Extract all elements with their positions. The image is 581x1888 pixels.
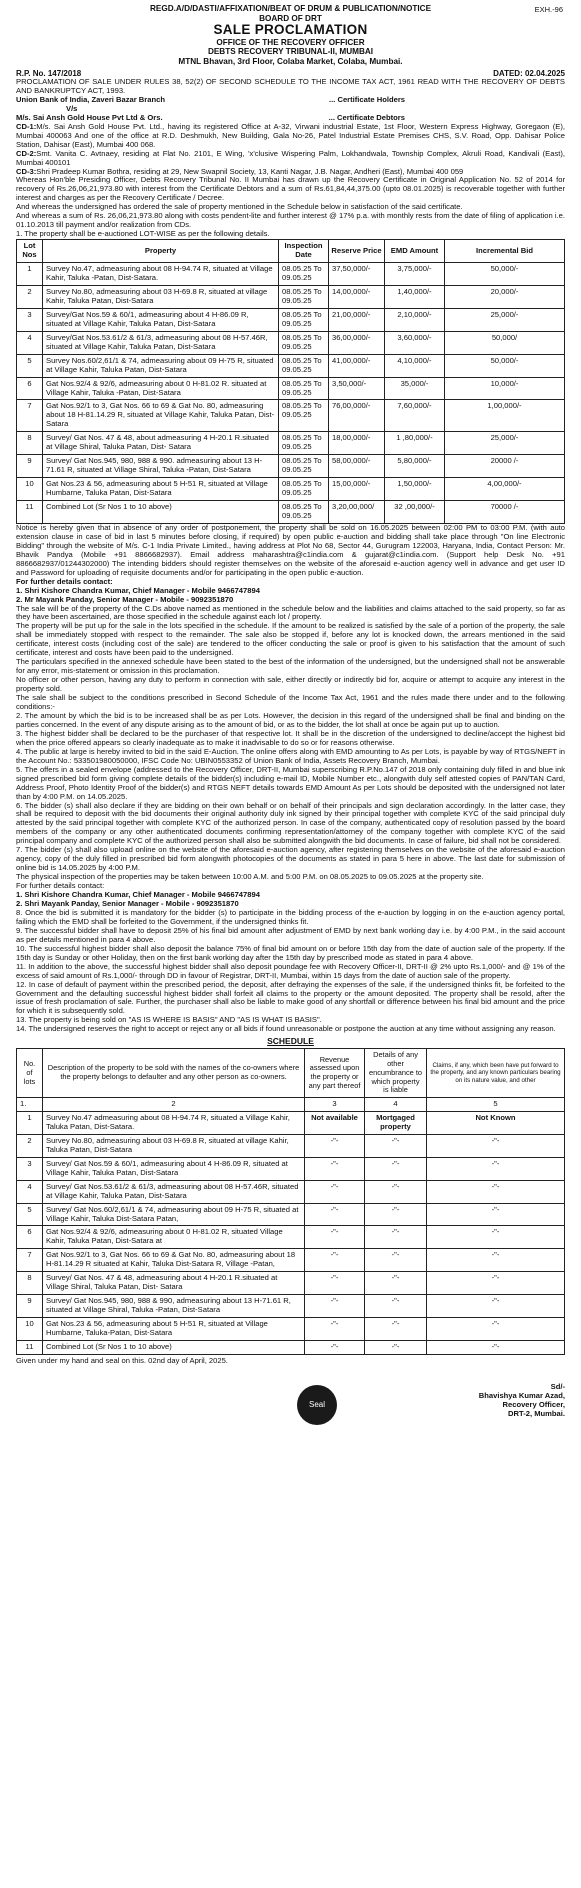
schedule-revenue: -"- [305, 1318, 365, 1341]
condition-6: 6. The bidder (s) shall also declare if they are bidding on their own behalf or on behalf of their principals and sign declaration accordingly. In the latter case, they shall be required to deposit with the bid documents their original authority duly ink signed by their principal together with complete KYC of the said principal duly attested by the said principal together with complete KYC of the authorized person. In case of the company, authenticated copy of resolution passed by the board members of the company or any other authenticated documents confirming representation/attorney of the company together with complete KYC of the said principal company and complete KYC of the authorized person shall also be submitted alongwith the bid documents. In case of failure, bid shall not be considered. [16, 800, 565, 846]
paragraph-particulars: The particulars specified in the annexed schedule have been stated to the best of the information of the undersigned, but the undersigned shall not be answerable for any error, mis-statement or omission in this proclamation. [16, 657, 565, 676]
schedule-body [17, 1111, 565, 1354]
schedule-description: Survey/ Gat Nos. 47 & 48, admeasuring about 4 H-20.1 R.situated at Village Shiral, Taluka Patan, Dist- Satara [43, 1272, 305, 1295]
schedule-encumbrance: -"- [365, 1180, 427, 1203]
schedule-encumbrance: -"- [365, 1134, 427, 1157]
lot-emd-amount: 1,40,000/- [385, 285, 445, 308]
schedule-lot-number: 8 [17, 1272, 43, 1295]
header-line-1: REGD.A/D/DASTI/AFFIXATION/BEAT OF DRUM & PUBLICATION/NOTICE [149, 4, 432, 13]
lot-property: Gat Nos.92/4 & 92/6, admeasuring about 0 H-81.02 R. situated at Village Kahir, Taluka -Patan, Dist-Satara [43, 377, 279, 400]
schedule-header-encumbrance: Details of any other encumbrance to which property is liable [365, 1049, 427, 1098]
lots-header-increment: Incremental Bid [445, 240, 565, 263]
lot-property: Survey/ Gat Nos.945, 980, 988 & 990. admeasuring about 13 H-71.61 R, situated at Village Shiral, Taluka -Patan, Dist-Satara [43, 455, 279, 478]
schedule-lot-number: 6 [17, 1226, 43, 1249]
whereas-paragraph-1: Whereas Hon'ble Presiding Officer, Debts Recovery Tribunal No. II Mumbai has drawn up the Recovery Certificate in Original Application No. 52 of 2014 for recovery of Rs.26,06,21,973.80 with interest from the Certificate Debtors and a sum of Rs.61,84,44,375.00 (upto 08.01.2025) is recoverable together with further interest and charges as per the Recovery Certificate / Decree. [16, 175, 565, 203]
lot-property: Survey/ Gat Nos. 47 & 48, about admeasuring 4 H-20.1 R.situated at Village Shiral, Taluka Patan, Dist- Satara [43, 432, 279, 455]
lot-number: 2 [17, 285, 43, 308]
lot-incremental-bid: 4,00,000/- [445, 478, 565, 501]
lot-property: Gat Nos.92/1 to 3, Gat Nos. 66 to 69 & Gat No. 80, admeasuring about 18 H-81.14.29 R, situated at Village Kahir, Taluka Patan, Dist-Satara [43, 400, 279, 432]
condition-5: 5. The offers in a sealed envelope (addressed to the Recovery Officer, DRT-II, Mumbai superscribing R.P.No.147 of 2018 only containing duly filled in and blue ink signed prescribed bid form giving complete details of the bidder(s) including e-mail ID, Mobile Number etc., alongwith duly self attested copies of PAN/TAN Card, Address Proof, Photo Identity Proof of the bidder(s) and RTGS NEFT details towards EMD Amount As per Lots should be deposited with the undersigned not later than by 4:00 P.M. on 14.05.2025. [16, 764, 565, 801]
schedule-claims: -"- [427, 1249, 565, 1272]
schedule-claims: -"- [427, 1318, 565, 1341]
schedule-claims: Not Known [427, 1111, 565, 1134]
whereas-paragraph-3: And whereas a sum of Rs. 26,06,21,973.80 along with costs pendent-lite and further interest @ 17% p.a. with monthly rests from the date of filing of application i.e. 01.10.2013 till payment and/or realization from CDs. [16, 211, 565, 230]
signature-sd: Sd/- [550, 1381, 565, 1391]
paragraph-lots: The property will be put up for the sale in the lots specified in the schedule. If the amount to be realized is satisfied by the sale of a portion of the property, the sale shall be immediately stopped with respect to the remainder. The sale also be stopped if, before any lot is knocked down, the arrears mentioned in the said certificate, interest costs (including cost of the sale) are tendered to the officer conducting the sale or proof is given to his satisfaction that the amount of such certificate, interest and costs have been paid to the undersigned. [16, 621, 565, 658]
schedule-header-lots: No. of lots [17, 1049, 43, 1098]
schedule-row [17, 1340, 565, 1354]
header-tribunal: DEBTS RECOVERY TRIBUNAL-II, MUMBAI [207, 47, 374, 57]
schedule-encumbrance: -"- [365, 1318, 427, 1341]
lot-row [17, 400, 565, 432]
schedule-col-number: 1. [17, 1097, 43, 1111]
schedule-table [16, 1048, 565, 1355]
lot-inspection-date: 08.05.25 To 09.05.25 [279, 331, 329, 354]
lot-emd-amount: 5,80,000/- [385, 455, 445, 478]
schedule-encumbrance: -"- [365, 1272, 427, 1295]
lot-row [17, 432, 565, 455]
schedule-row [17, 1249, 565, 1272]
schedule-claims: -"- [427, 1340, 565, 1354]
schedule-encumbrance: -"- [365, 1249, 427, 1272]
lot-reserve-price: 58,00,000/- [329, 455, 385, 478]
cd-1-text: M/s. Sai Ansh Gold House Pvt. Ltd., having its registered Office at A-32, Virwani industrial Estate, 1st Floor, Western Express Highway, Goregaon (E), Mumbai 400063 And one of the office at R.D. Deshmukh, New Building, Gala No-26, Patel Industrial Estate Premises CHS, S.V. Road, Opp. Dahisar Police Station, Dahisar (East), Mumbai 400 068. [16, 121, 565, 149]
schedule-encumbrance: -"- [365, 1295, 427, 1318]
condition-4: 4. The public at large is hereby invited to bid in the said E-Auction. The online offers along with EMD amounting to As per Lots, is payable by way of RTGS/NEFT in the Account No.: 533501980050000, IFSC Code No: UBIN0553352 of Union Bank of India, Assets Recovery Branch, Mumbai. [16, 746, 565, 765]
schedule-row [17, 1203, 565, 1226]
cd-2-label: CD-2: [16, 148, 37, 158]
schedule-revenue: -"- [305, 1134, 365, 1157]
cd-2-text: Smt. Vanita C. Avtnaey, residing at Flat No. 2101, E Wing, 'x'clusive Wispering Palm, Lokhandwala, Township Complex, Akruli Road, Kandivali (East), Mumbai 400101 [16, 148, 565, 167]
given-under-seal: Given under my hand and seal on this. 02nd day of April, 2025. [16, 1355, 228, 1365]
certificate-holder-role: ... Certificate Holders [329, 94, 405, 104]
cd-1-label: CD-1: [16, 121, 37, 131]
schedule-number-row [17, 1097, 565, 1111]
exhibit-number: EXH.-96 [534, 5, 563, 14]
lot-incremental-bid: 1,00,000/- [445, 400, 565, 432]
contact-2: 2. Mr Mayank Panday, Senior Manager - Mobile - 9092351870 [16, 594, 234, 604]
lots-header-emd: EMD Amount [385, 240, 445, 263]
certificate-debtor-role: ... Certificate Debtors [328, 112, 405, 122]
lot-inspection-date: 08.05.25 To 09.05.25 [279, 308, 329, 331]
schedule-revenue: -"- [305, 1226, 365, 1249]
lot-number: 8 [17, 432, 43, 455]
lot-property: Gat Nos.23 & 56, admeasuring about 5 H-51 R, situated at Village Humbarne, Taluka Patan, Dist-Satara [43, 478, 279, 501]
schedule-claims: -"- [427, 1226, 565, 1249]
schedule-encumbrance: Mortgaged property [365, 1111, 427, 1134]
lot-reserve-price: 36,00,000/- [329, 331, 385, 354]
signature-block [479, 1383, 565, 1419]
schedule-claims: -"- [427, 1157, 565, 1180]
condition-10: 10. The successful highest bidder shall also deposit the balance 75% of final bid amount on or before 15th day from the date of auction sale of the property. If the 15th day is Sunday or other Holiday, then on the first bank working day after the 15th day by prescribed mode as stated in para 4 above. [16, 943, 565, 962]
lot-inspection-date: 08.05.25 To 09.05.25 [279, 377, 329, 400]
schedule-revenue: -"- [305, 1249, 365, 1272]
schedule-claims: -"- [427, 1134, 565, 1157]
schedule-lot-number: 7 [17, 1249, 43, 1272]
lot-emd-amount: 3,75,000/- [385, 263, 445, 286]
schedule-claims: -"- [427, 1180, 565, 1203]
lot-incremental-bid: 10,000/- [445, 377, 565, 400]
document-header [16, 4, 565, 67]
contact-2-1: 1. Shri Kishore Chandra Kumar, Chief Manager - Mobile 9466747894 [16, 890, 260, 900]
lot-reserve-price: 76,00,000/- [329, 400, 385, 432]
lot-incremental-bid: 20,000/- [445, 285, 565, 308]
lot-incremental-bid: 70000 /- [445, 501, 565, 524]
schedule-description: Survey No.47 admeasuring about 08 H-94.74 R, situated a Village Kahir, Taluka Patan, Dist-Satara. [43, 1111, 305, 1134]
notice-paragraph: Notice is hereby given that in absence of any order of postponement, the property shall be sold on 16.05.2025 between 02:00 PM to 03:00 P.M. (with auto extension clause in case of bid in last 5 minutes before closing, if required) by open public e-auction and bidding shall take place through "On line Electronic Bidding" through the website of M/s. C-1 India Private Limited., having address at Plot No 68, Sector 44, Gurugram 122003, Haryana, India, Contact Person: Mr. Bhavik Pandya (Mobile +91 8866682937). Email address maharashtra@c1india.com & gujarat@c1india.com. (Support help Desk No. +91 8866682937/01244302000) The intending bidders should register themselves on the website of the aforesaid e-auction agency well in advance and get user ID and Password for uploading of requisite documents and/or for participating in the open public e-auction. [16, 522, 565, 577]
schedule-revenue: -"- [305, 1295, 365, 1318]
intro-paragraph: PROCLAMATION OF SALE UNDER RULES 38, 52(2) OF SECOND SCHEDULE TO THE INCOME TAX ACT, 1961 READ WITH THE RECOVERY OF DEBTS AND BANKRUPTCY ACT, 1993. [16, 76, 565, 95]
cd-2 [16, 150, 565, 168]
contact-1: 1. Shri Kishore Chandra Kumar, Chief Manager - Mobile 9466747894 [16, 585, 260, 595]
lot-reserve-price: 37,50,000/- [329, 263, 385, 286]
condition-11: 11. In addition to the above, the successful highest bidder shall also deposit poundage fee with Recovery Officer-II, DRT-II @ 2% upto Rs.1,000/- and @ 1% of the excess of said amount of Rs.1,000/- through DD in favour of Registrar, DRT-II, Mumbai, within 15 days from the date of auction sale of the property. [16, 961, 565, 980]
lot-number: 3 [17, 308, 43, 331]
lot-incremental-bid: 50,000/- [445, 354, 565, 377]
schedule-claims: -"- [427, 1295, 565, 1318]
condition-7: 7. The bidder (s) shall also upload online on the website of the aforesaid e-auction agency, after registering themselves on the website of the aforesaid e-auction agency, copy of the duly filled in prescribed bid form alongwith photocopies of the documents as stated in para 5 here in above. The last date for submission of online bid is 14.05.2025 by 4:00 P.M. [16, 845, 565, 873]
signatory-name: Bhavishya Kumar Azad, [478, 1390, 565, 1400]
lots-header-date: Inspection Date [279, 240, 329, 263]
lot-reserve-price: 21,00,000/- [329, 308, 385, 331]
contacts-label: For further details contact: [16, 576, 113, 586]
lot-number: 4 [17, 331, 43, 354]
lot-reserve-price: 14,00,000/- [329, 285, 385, 308]
lot-reserve-price: 15,00,000/- [329, 478, 385, 501]
cd-1 [16, 123, 565, 150]
schedule-lot-number: 4 [17, 1180, 43, 1203]
header-office: OFFICE OF THE RECOVERY OFFICER [216, 37, 365, 47]
lot-inspection-date: 08.05.25 To 09.05.25 [279, 354, 329, 377]
lot-reserve-price: 18,00,000/- [329, 432, 385, 455]
schedule-lot-number: 10 [17, 1318, 43, 1341]
schedule-revenue: -"- [305, 1272, 365, 1295]
lot-emd-amount: 1,50,000/- [385, 478, 445, 501]
paragraph-no-officer: No officer or other person, having any duty to perform in connection with sale, either directly or indirectly bid for, acquire or attempt to acquire any interest in the property sold. [16, 675, 565, 694]
schedule-encumbrance: -"- [365, 1203, 427, 1226]
lot-incremental-bid: 25,000/- [445, 308, 565, 331]
lot-row [17, 263, 565, 286]
schedule-description: Survey No.80, admeasuring about 03 H-69.8 R, situated at village Kahir, Taluka Patan, Dist-Satara [43, 1134, 305, 1157]
lot-emd-amount: 4,10,000/- [385, 354, 445, 377]
lots-header-property: Property [43, 240, 279, 263]
whereas-paragraph-2: And whereas the undersigned has ordered the sale of property mentioned in the Schedule below in satisfaction of the said certificate. [16, 202, 463, 212]
lot-emd-amount: 32 ,00,000/- [385, 501, 445, 524]
inspection-paragraph: The physical inspection of the properties may be taken between 10:00 A.M. and 5:00 P.M. on 08.05.2025 to 09.05.2025 at the property site. [16, 872, 484, 882]
lot-emd-amount: 3,60,000/- [385, 331, 445, 354]
schedule-lot-number: 5 [17, 1203, 43, 1226]
lotwise-paragraph: 1. The property shall be e-auctioned LOT-WISE as per the following details. [16, 229, 270, 239]
signatory-office: DRT-2, Mumbai. [508, 1408, 565, 1418]
lot-emd-amount: 7,60,000/- [385, 400, 445, 432]
lot-inspection-date: 08.05.25 To 09.05.25 [279, 478, 329, 501]
lot-inspection-date: 08.05.25 To 09.05.25 [279, 263, 329, 286]
schedule-row [17, 1295, 565, 1318]
schedule-row [17, 1272, 565, 1295]
lot-reserve-price: 3,20,00,000/ [329, 501, 385, 524]
schedule-col-number: 4 [365, 1097, 427, 1111]
lot-property: Survey/Gat Nos.59 & 60/1, admeasuring about 4 H-86.09 R, situated at Village Kahir, Taluka Patan, Dist-Satara [43, 308, 279, 331]
schedule-row [17, 1157, 565, 1180]
lot-inspection-date: 08.05.25 To 09.05.25 [279, 501, 329, 524]
schedule-row [17, 1134, 565, 1157]
paragraph-conditions-intro: The sale shall be subject to the conditions prescribed in Second Schedule of the Income Tax Act, 1961 and the rules made there under and to the following conditions:- [16, 693, 565, 712]
lot-number: 6 [17, 377, 43, 400]
cd-3-label: CD-3: [16, 166, 37, 176]
rp-number: R.P. No. 147/2018 [16, 68, 82, 78]
schedule-header-revenue: Revenue assessed upon the property or any part thereof [305, 1049, 365, 1098]
lot-incremental-bid: 25,000/- [445, 432, 565, 455]
lot-row [17, 455, 565, 478]
lot-row [17, 354, 565, 377]
lots-header-lot: Lot Nos [17, 240, 43, 263]
schedule-row [17, 1111, 565, 1134]
lot-property: Survey/Gat Nos.53.61/2 & 61/3, admeasuring about 08 H-57.46R, situated at Village Kahir, Taluka Patan, Dist-Satara [43, 331, 279, 354]
schedule-row [17, 1226, 565, 1249]
lot-row [17, 501, 565, 524]
schedule-description: Survey/ Gat Nos.945, 980, 988 & 990, admeasuring about 13 H-71.61 R, situated at Village Shiral, Taluka -Patan, Dist-Satara [43, 1295, 305, 1318]
schedule-col-number: 3 [305, 1097, 365, 1111]
paragraph-sale-liabilities: The sale will be of the property of the C.Ds above named as mentioned in the schedule below and the liabilities and claims attached to the said property, so far as they have been ascertained, are those specified in the schedule against each lot / property. [16, 603, 565, 622]
condition-12: 12. In case of default of payment within the prescribed period, the deposit, after defraying the expenses of the sale, if the undersigned thinks fit, be forfeited to the Government and the defaulting successful highest bidder shall forfeit all claims to the property or the amount deposited. The property shall be resold, after the issue of fresh proclamation of sale. Further, the purchaser shall also be liable to make good of any shortfall or difference between his final bid amount and the price for which it is subsequently sold. [16, 979, 565, 1016]
lot-row [17, 285, 565, 308]
contacts-label-2: For further details contact: [16, 881, 105, 891]
lot-number: 10 [17, 478, 43, 501]
schedule-encumbrance: -"- [365, 1157, 427, 1180]
condition-3: 3. The highest bidder shall be declared to be the purchaser of that respective lot. It shall be in the discretion of the undersigned to decline/accept the highest bid when the price offered appears so clearly inadequate as to make it inadvisable to do so or for reasons otherwise. [16, 728, 565, 747]
lot-number: 9 [17, 455, 43, 478]
schedule-lot-number: 11 [17, 1340, 43, 1354]
lot-row [17, 377, 565, 400]
schedule-revenue: -"- [305, 1157, 365, 1180]
header-line-2: BOARD OF DRT [259, 13, 322, 23]
lot-number: 1 [17, 263, 43, 286]
lot-inspection-date: 08.05.25 To 09.05.25 [279, 400, 329, 432]
lot-incremental-bid: 20000 /- [445, 455, 565, 478]
cd-3-text: Shri Pradeep Kumar Bothra, residing at 29, New Swapnil Society, 13, Kanti Nagar, J.B. Nagar, Andheri (East), Mumbai 400 059 [36, 166, 464, 176]
lot-number: 7 [17, 400, 43, 432]
certificate-holder: Union Bank of India, Zaveri Bazar Branch [16, 94, 165, 104]
schedule-row [17, 1318, 565, 1341]
lot-emd-amount: 35,000/- [385, 377, 445, 400]
schedule-title: SCHEDULE [267, 1036, 314, 1047]
schedule-row [17, 1180, 565, 1203]
versus: V/s [66, 103, 78, 113]
schedule-lot-number: 2 [17, 1134, 43, 1157]
condition-14: 14. The undersigned reserves the right to accept or reject any or all bids if found unreasonable or postpone the auction at any time without assigning any reason. [16, 1024, 556, 1034]
lot-incremental-bid: 50,000/ [445, 331, 565, 354]
schedule-description: Survey/ Gat Nos.53.61/2 & 61/3, admeasuring about 08 H-57.46R, situated at Village Kahir, Taluka Patan, Dist-Satara [43, 1180, 305, 1203]
seal-label: Seal [308, 1400, 325, 1410]
schedule-revenue: -"- [305, 1203, 365, 1226]
signatory-designation: Recovery Officer, [502, 1399, 565, 1409]
schedule-encumbrance: -"- [365, 1226, 427, 1249]
condition-9: 9. The successful bidder shall have to deposit 25% of his final bid amount after adjustment of EMD by next bank working day i.e. by 4:00 P.M., in the said account as per details mentioned in para 4 above. [16, 925, 565, 944]
lot-property: Survey Nos.60/2,61/1 & 74, admeasuring about 09 H-75 R, situated at Village Kahir, Taluka Patan, Dist-Satara [43, 354, 279, 377]
lot-row [17, 331, 565, 354]
schedule-description: Gat Nos.92/1 to 3, Gat Nos. 66 to 69 & Gat No. 80, admeasuring about 18 H-81.14.29 R situated at Kahir, Taluka Dist-Satara R, Village -Patan, [43, 1249, 305, 1272]
lot-reserve-price: 3,50,000/- [329, 377, 385, 400]
certificate-debtor: M/s. Sai Ansh Gold House Pvt Ltd & Ors. [16, 112, 163, 122]
lot-property: Survey No.80, admeasuring about 03 H-69.8 R, situated at village Kahir, Taluka Patan, Dist-Satara [43, 285, 279, 308]
schedule-revenue: Not available [305, 1111, 365, 1134]
lot-emd-amount: 2,10,000/- [385, 308, 445, 331]
schedule-description: Survey/ Gat Nos.60/2,61/1 & 74, admeasuring about 09 H-75 R, situated at Village Kahir, Taluka Dist-Satara Patan, [43, 1203, 305, 1226]
lots-header-row [17, 240, 565, 263]
document-title: SALE PROCLAMATION [213, 22, 368, 38]
lots-header-reserve: Reserve Price [329, 240, 385, 263]
condition-13: 13. The property is being sold on "AS IS WHERE IS BASIS" AND "AS IS WHAT IS BASIS". [16, 1015, 322, 1025]
signature-area [16, 1369, 565, 1431]
schedule-claims: -"- [427, 1272, 565, 1295]
header-address: MTNL Bhavan, 3rd Floor, Colaba Market, Colaba, Mumbai. [178, 56, 403, 66]
schedule-lot-number: 9 [17, 1295, 43, 1318]
dated: DATED: 02.04.2025 [493, 68, 565, 78]
lot-incremental-bid: 50,000/- [445, 263, 565, 286]
schedule-revenue: -"- [305, 1180, 365, 1203]
lots-body [17, 263, 565, 524]
schedule-lot-number: 1 [17, 1111, 43, 1134]
lot-reserve-price: 41,00,000/- [329, 354, 385, 377]
schedule-claims: -"- [427, 1203, 565, 1226]
schedule-header-claims: Claims, if any, which been have put forward to the property, and any known particulars bearing on its nature value, and other [427, 1049, 565, 1098]
schedule-col-number: 5 [427, 1097, 565, 1111]
lot-row [17, 308, 565, 331]
contact-2-2: 2. Shri Mayank Panday, Senior Manager - Mobile - 9092351870 [16, 898, 239, 908]
seal-stamp [297, 1385, 337, 1425]
schedule-description: Combined Lot (Sr Nos 1 to 10 above) [43, 1340, 305, 1354]
lot-property: Combined Lot (Sr Nos 1 to 10 above) [43, 501, 279, 524]
condition-8: 8. Once the bid is submitted it is mandatory for the bidder (s) to participate in the bidding process of the e-auction by logging in on the e-auction agency portal, failing which the EMD shall be forfeited to the Government, if the undersigned thinks fit. [16, 907, 565, 926]
certificate-holder-row [16, 96, 565, 105]
lot-inspection-date: 08.05.25 To 09.05.25 [279, 432, 329, 455]
lot-inspection-date: 08.05.25 To 09.05.25 [279, 285, 329, 308]
schedule-lot-number: 3 [17, 1157, 43, 1180]
lot-emd-amount: 1 ,80,000/- [385, 432, 445, 455]
schedule-header-description: Description of the property to be sold with the names of the co-owners where the property belongs to defaulter and any other person as co-owners. [43, 1049, 305, 1098]
schedule-encumbrance: -"- [365, 1340, 427, 1354]
schedule-description: Gat Nos.23 & 56, admeasuring about 5 H-51 R, situated at Village Humbarne, Taluka-Patan, Dist-Satara [43, 1318, 305, 1341]
schedule-col-number: 2 [43, 1097, 305, 1111]
schedule-description: Gat Nos.92/4 & 92/6, admeasuring about 0 H-81.02 R, situated Village Kahir, Taluka Patan, Dist-Satara at [43, 1226, 305, 1249]
lot-property: Survey No.47, admeasuring about 08 H-94.74 R, situated at Village Kahir, Taluka -Patan, Dist-Satara. [43, 263, 279, 286]
lot-number: 11 [17, 501, 43, 524]
lot-row [17, 478, 565, 501]
schedule-description: Survey/ Gat Nos.59 & 60/1, admeasuring about 4 H-86.09 R, situated at Village Kahir, Taluka Patan, Dist-Satara [43, 1157, 305, 1180]
schedule-revenue: -"- [305, 1340, 365, 1354]
lot-number: 5 [17, 354, 43, 377]
lot-inspection-date: 08.05.25 To 09.05.25 [279, 455, 329, 478]
schedule-header-row [17, 1049, 565, 1098]
lots-table [16, 239, 565, 524]
condition-2: 2. The amount by which the bid is to be increased shall be as per Lots. However, the decision in this regard of the undersigned shall be final and binding on the parties concerned. In the event of any dispute arising as to the amount of bid, or as to the bidder, the lot shall at once be again put up to auction. [16, 710, 565, 729]
